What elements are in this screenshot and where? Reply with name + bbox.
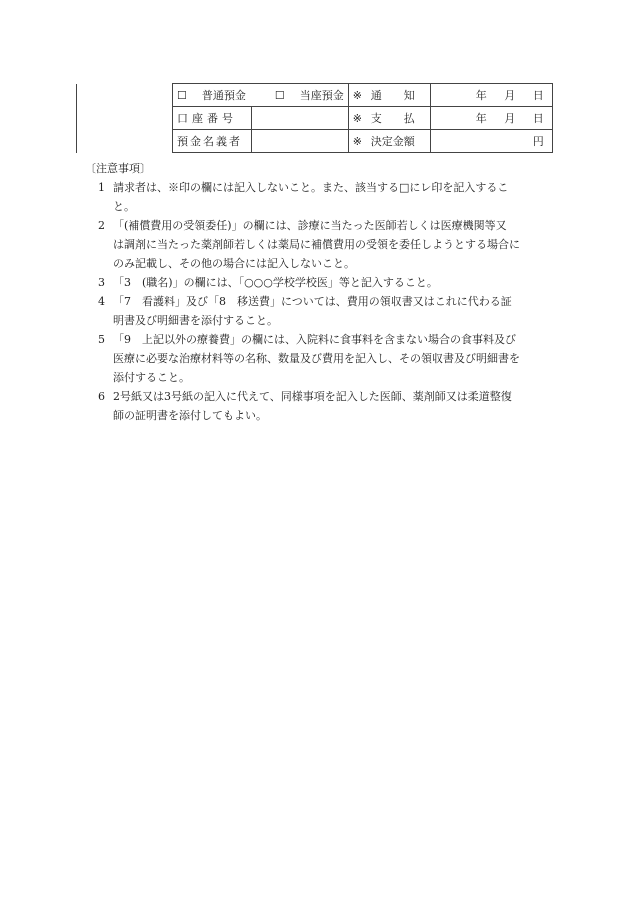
notice-label-cell — [348, 84, 430, 107]
note-item — [91, 273, 559, 292]
note-number: 4 — [98, 295, 105, 308]
month-label: 月 — [504, 112, 516, 125]
notes-list — [91, 178, 559, 425]
account-number-field[interactable] — [251, 107, 348, 130]
payment-label: 支 払 — [370, 112, 415, 125]
day-label: 日 — [532, 112, 544, 125]
note-text — [113, 273, 559, 292]
note-line: 「(補償費用の受領委任)」の欄には、診療に当たった医師若しくは医療機関等又 — [113, 219, 507, 232]
note-line: は調剤に当たった薬剤師若しくは薬局に補償費用の受領を委任しようとする場合に — [113, 238, 520, 251]
note-line: 「7 看護料」及び「8 移送費」については、費用の領収書又はこれに代わる証 — [113, 295, 512, 308]
year-label: 年 — [475, 112, 487, 125]
note-line: 明書及び明細書を添付すること。 — [113, 314, 278, 327]
note-number: 2 — [98, 219, 105, 232]
notes-title: 〔注意事項〕 — [85, 162, 151, 175]
current-deposit-label: 当座預金 — [299, 89, 344, 102]
ordinary-deposit-label: 普通預金 — [201, 89, 246, 102]
decided-amount-cell — [430, 130, 552, 153]
blank-cell — [77, 84, 173, 153]
note-line: 「9 上記以外の療養費」の欄には、入院料に食事料を含まない場合の食事料及び — [113, 333, 516, 346]
table-row — [77, 84, 553, 107]
note-line: 請求者は、※印の欄には記入しないこと。また、該当する□にレ印を記入するこ — [113, 181, 509, 194]
month-label: 月 — [504, 89, 516, 102]
note-line: のみ記載し、その他の場合には記入しないこと。 — [113, 257, 355, 270]
note-number: 3 — [98, 276, 105, 289]
payment-date-cell — [430, 107, 552, 130]
day-label: 日 — [532, 89, 544, 102]
bank-info-table — [76, 83, 553, 153]
note-item — [91, 178, 559, 216]
note-number: 5 — [98, 333, 105, 346]
note-line: 「3 (職名)」の欄には、「○○○学校学校医」等と記入すること。 — [113, 276, 438, 289]
account-number-label: 口座番号 — [173, 107, 252, 130]
year-label: 年 — [475, 89, 487, 102]
note-item — [91, 330, 559, 387]
decided-amount-label-cell — [348, 130, 430, 153]
note-number: 1 — [98, 181, 105, 194]
asterisk-mark: ※ — [352, 112, 362, 125]
checkbox-icon[interactable]: ☐ — [274, 89, 285, 102]
asterisk-mark: ※ — [352, 135, 362, 148]
note-item — [91, 216, 559, 273]
notice-date-cell — [430, 84, 552, 107]
deposit-type-cell[interactable] — [173, 84, 349, 107]
notice-label: 通 知 — [370, 89, 415, 102]
note-text — [113, 178, 559, 216]
note-line: と。 — [113, 200, 135, 213]
note-text — [113, 292, 559, 330]
payment-label-cell — [348, 107, 430, 130]
note-text — [113, 387, 559, 425]
note-item — [91, 387, 559, 425]
note-line: 添付すること。 — [113, 371, 190, 384]
asterisk-mark: ※ — [352, 89, 362, 102]
notes-section — [85, 159, 559, 425]
note-item — [91, 292, 559, 330]
decided-amount-label: 決定金額 — [370, 135, 415, 148]
yen-label: 円 — [532, 135, 544, 148]
account-holder-label: 預金名義者 — [173, 130, 252, 153]
note-line: 医療に必要な治療材料等の名称、数量及び費用を記入し、その領収書及び明細書を — [113, 352, 520, 365]
note-line: 師の証明書を添付してもよい。 — [113, 409, 267, 422]
checkbox-icon[interactable]: ☐ — [177, 89, 187, 102]
note-line: 2号紙又は3号紙の記入に代えて、同様事項を記入した医師、薬剤師又は柔道整復 — [113, 390, 512, 403]
note-number: 6 — [98, 390, 105, 403]
note-text — [113, 330, 559, 387]
account-holder-field[interactable] — [251, 130, 348, 153]
note-text — [113, 216, 559, 273]
